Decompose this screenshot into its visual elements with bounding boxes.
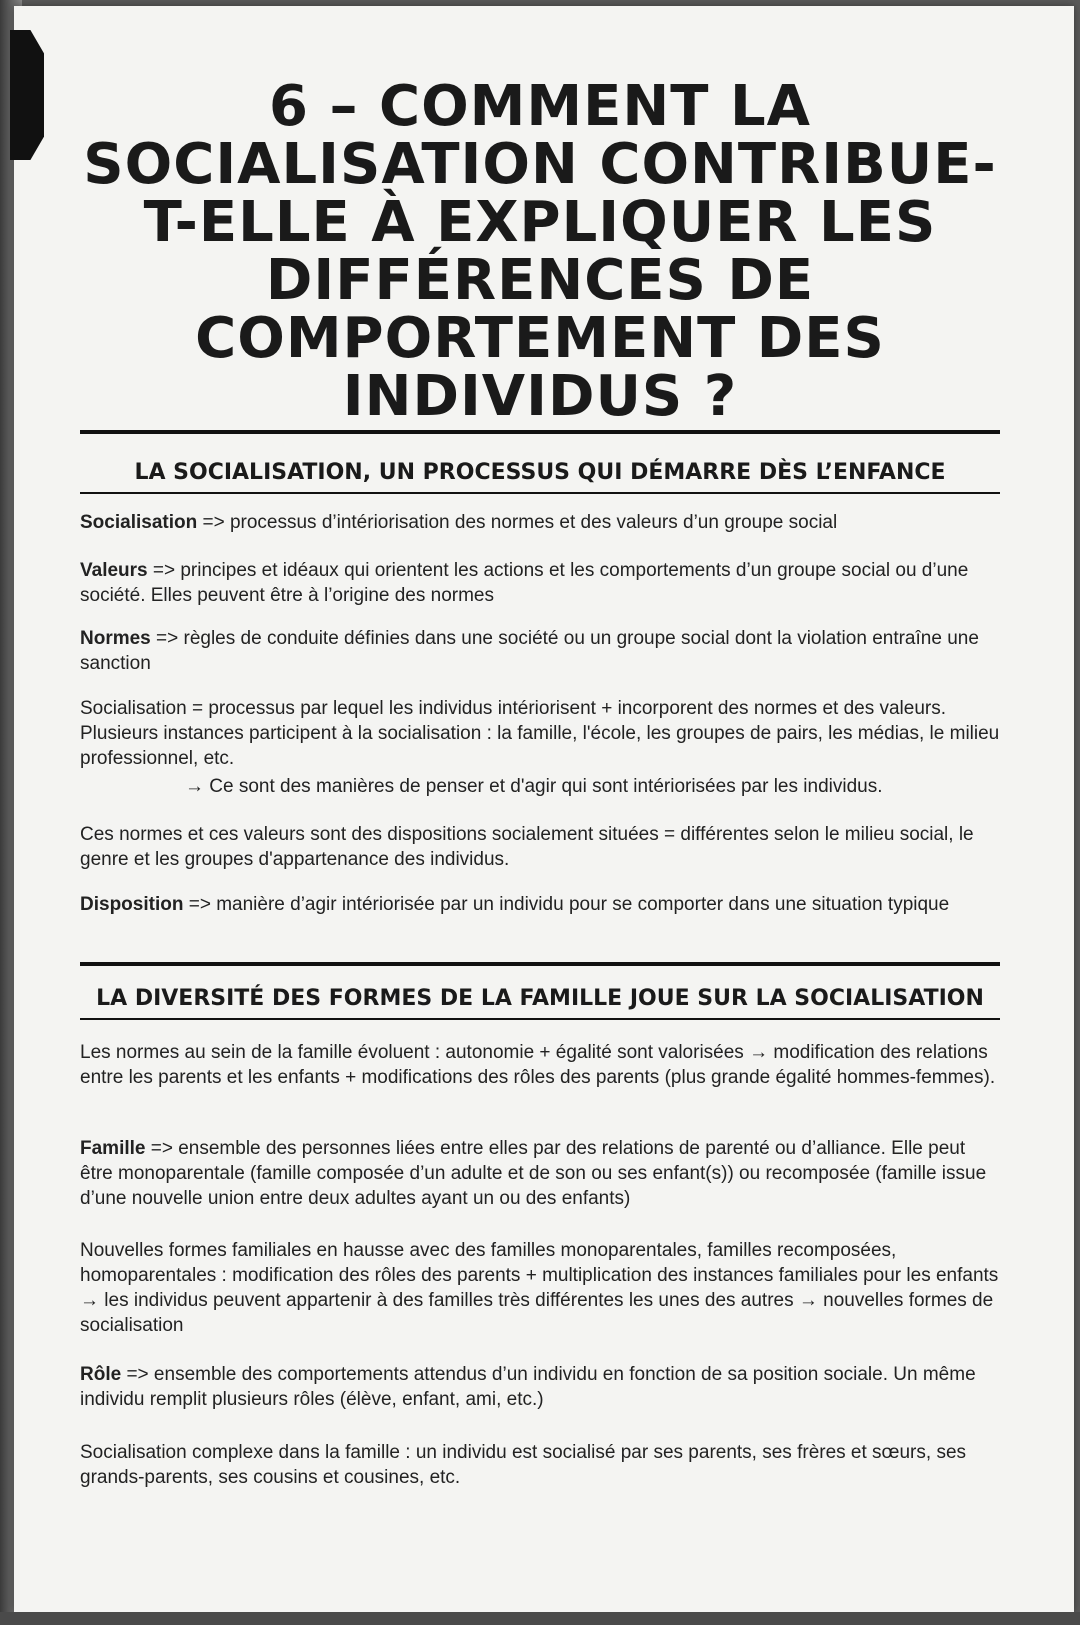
definition-normes — [80, 626, 1000, 676]
definition-text: => ensemble des comportements attendus d’un individu en fonction de sa position sociale. Un même individu remplit plusieurs rôles (élève, enfant, ami, etc.) — [80, 1364, 976, 1410]
term-valeurs: Valeurs — [80, 560, 148, 581]
definition-famille — [80, 1136, 1000, 1211]
paragraph-dispositions: Ces normes et ces valeurs sont des dispositions socialement situées = différentes selon le milieu social, le genre et les groupes d'appartenance des individus. — [80, 824, 974, 870]
section-rule-bottom — [80, 492, 1000, 494]
term-normes: Normes — [80, 628, 151, 649]
definition-text: => processus d’intériorisation des normes et des valeurs d’un groupe social — [197, 512, 838, 533]
paragraph-socialisation: Socialisation = processus par lequel les individus intériorisent + incorporent des normes et des valeurs. Plusieurs instances participent à la socialisation : la famille, l'école, les groupes de pairs, les médias, le milieu professionnel, etc. — [80, 698, 1000, 769]
paragraph-nouvelles-formes: Nouvelles formes familiales en hausse avec des familles monoparentales, familles recomposées, homoparentales : modification des rôles des parents + multiplication des instances familiales pour les enfants → les individus peuvent appartenir à des familles très différentes les unes des autres → nouvelles formes de socialisation — [80, 1240, 999, 1336]
page-title: 6 – COMMENT LA SOCIALISATION CONTRIBUE-T-ELLE À EXPLIQUER LES DIFFÉRENCES DE COMPORTEMENT DES INDIVIDUS ? — [83, 74, 997, 429]
section-rule-top — [80, 430, 1000, 434]
section-rule-bottom — [80, 1018, 1000, 1020]
binder-tab-marker — [10, 30, 44, 160]
term-socialisation: Socialisation — [80, 512, 198, 533]
term-disposition: Disposition — [80, 894, 184, 915]
section-heading-socialisation: LA SOCIALISATION, UN PROCESSUS QUI DÉMARRE DÈS L’ENFANCE — [134, 460, 946, 485]
section-heading-famille: LA DIVERSITÉ DES FORMES DE LA FAMILLE JOUE SUR LA SOCIALISATION — [96, 986, 984, 1011]
definition-text: => règles de conduite définies dans une société ou un groupe social dont la violation entraîne une sanction — [80, 628, 979, 674]
bottom-edge — [0, 1612, 1080, 1625]
arrow-note: → Ce sont des manières de penser et d'agir qui sont intériorisées par les individus. — [185, 776, 883, 797]
paragraph-socialisation-complexe: Socialisation complexe dans la famille : un individu est socialisé par ses parents, ses frères et sœurs, ses grands-parents, ses cousins et cousines, etc. — [80, 1442, 967, 1488]
term-role: Rôle — [80, 1364, 122, 1385]
definition-disposition — [80, 892, 1000, 917]
definition-socialisation — [80, 510, 1000, 535]
section-rule-top — [80, 962, 1000, 966]
definition-valeurs — [80, 558, 1000, 608]
term-famille: Famille — [80, 1138, 146, 1159]
definition-text: => principes et idéaux qui orientent les actions et les comportements d’un groupe social ou d’une société. Elles peuvent être à l’origine des normes — [80, 560, 969, 606]
definition-text: => manière d’agir intériorisée par un individu pour se comporter dans une situation typique — [183, 894, 950, 915]
paragraph-normes-famille: Les normes au sein de la famille évoluent : autonomie + égalité sont valorisées → modification des relations entre les parents et les enfants + modifications des rôles des parents (plus grande égalité hommes-femmes). — [80, 1042, 996, 1088]
definition-role — [80, 1362, 1000, 1412]
definition-text: => ensemble des personnes liées entre elles par des relations de parenté ou d’alliance. Elle peut être monoparentale (famille composée d’un adulte et de son ou ses enfant(s)) ou recomposée (famille issue d’une nouvelle union entre deux adultes ayant un ou des enfants) — [80, 1138, 987, 1209]
